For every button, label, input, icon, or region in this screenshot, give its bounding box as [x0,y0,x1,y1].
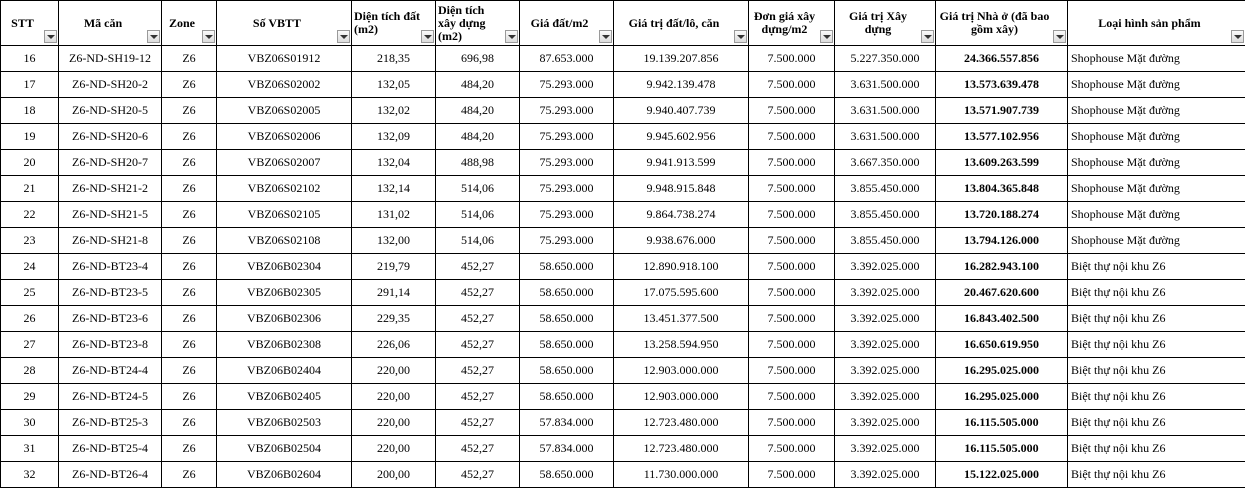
cell-so-vbtt[interactable]: VBZ06B02308 [217,332,352,358]
cell-gia-tri-dat[interactable]: 9.938.676.000 [614,228,749,254]
cell-ma-can[interactable]: Z6-ND-BT23-6 [59,306,162,332]
header-label: STT [1,17,58,30]
cell-don-gia-xay-dung[interactable]: 7.500.000 [749,72,835,98]
header-label: Giá trị đất/lô, căn [614,17,748,30]
cell-dien-tich-xay-dung[interactable]: 514,06 [436,202,520,228]
cell-zone[interactable]: Z6 [162,384,217,410]
cell-gia-tri-nha-o[interactable]: 13.804.365.848 [936,176,1068,202]
cell-dien-tich-xay-dung[interactable]: 452,27 [436,254,520,280]
cell-stt[interactable]: 21 [1,176,59,202]
table-row [1,306,1245,332]
cell-stt[interactable]: 28 [1,358,59,384]
cell-dien-tich-xay-dung[interactable]: 696,98 [436,46,520,72]
header-label: Diện tích xây dựng (m2) [436,4,519,43]
cell-don-gia-xay-dung[interactable]: 7.500.000 [749,358,835,384]
cell-don-gia-xay-dung[interactable]: 7.500.000 [749,176,835,202]
cell-gia-dat-m2[interactable]: 58.650.000 [520,384,614,410]
filter-dropdown-icon[interactable] [202,30,215,43]
cell-loai-hinh-san-pham[interactable]: Shophouse Mặt đường [1068,228,1245,254]
cell-dien-tich-xay-dung[interactable]: 452,27 [436,332,520,358]
cell-gia-tri-nha-o[interactable]: 13.573.639.478 [936,72,1068,98]
cell-zone[interactable]: Z6 [162,150,217,176]
cell-gia-tri-nha-o[interactable]: 13.720.188.274 [936,202,1068,228]
filter-dropdown-icon[interactable] [505,30,518,43]
cell-gia-dat-m2[interactable]: 58.650.000 [520,462,614,488]
cell-so-vbtt[interactable]: VBZ06B02604 [217,462,352,488]
cell-ma-can[interactable]: Z6-ND-SH20-7 [59,150,162,176]
cell-dien-tich-xay-dung[interactable]: 484,20 [436,98,520,124]
header-label: Loại hình sản phẩm [1068,17,1245,30]
cell-gia-dat-m2[interactable]: 57.834.000 [520,436,614,462]
cell-gia-tri-xay-dung[interactable]: 3.855.450.000 [835,202,936,228]
cell-don-gia-xay-dung[interactable]: 7.500.000 [749,46,835,72]
cell-zone[interactable]: Z6 [162,254,217,280]
cell-zone[interactable]: Z6 [162,124,217,150]
cell-ma-can[interactable]: Z6-ND-BT25-3 [59,410,162,436]
cell-dien-tich-dat[interactable]: 132,05 [352,72,436,98]
cell-dien-tich-dat[interactable]: 219,79 [352,254,436,280]
filter-dropdown-icon[interactable] [599,30,612,43]
cell-gia-dat-m2[interactable]: 75.293.000 [520,72,614,98]
cell-gia-tri-nha-o[interactable]: 13.609.263.599 [936,150,1068,176]
cell-zone[interactable]: Z6 [162,202,217,228]
table-row [1,98,1245,124]
filter-dropdown-icon[interactable] [921,30,934,43]
cell-zone[interactable]: Z6 [162,280,217,306]
cell-don-gia-xay-dung[interactable]: 7.500.000 [749,228,835,254]
cell-gia-dat-m2[interactable]: 87.653.000 [520,46,614,72]
cell-loai-hinh-san-pham[interactable]: Shophouse Mặt đường [1068,150,1245,176]
cell-gia-tri-xay-dung[interactable]: 3.392.025.000 [835,462,936,488]
cell-gia-dat-m2[interactable]: 58.650.000 [520,332,614,358]
cell-stt[interactable]: 18 [1,98,59,124]
cell-loai-hinh-san-pham[interactable]: Shophouse Mặt đường [1068,46,1245,72]
cell-gia-dat-m2[interactable]: 75.293.000 [520,202,614,228]
table-row [1,72,1245,98]
cell-gia-tri-dat[interactable]: 9.945.602.956 [614,124,749,150]
cell-so-vbtt[interactable]: VBZ06B02404 [217,358,352,384]
header-dien-tich-dat [352,1,436,46]
cell-gia-tri-xay-dung[interactable]: 3.631.500.000 [835,98,936,124]
cell-gia-tri-xay-dung[interactable]: 3.631.500.000 [835,72,936,98]
table-row [1,150,1245,176]
table-row [1,384,1245,410]
cell-stt[interactable]: 29 [1,384,59,410]
cell-ma-can[interactable]: Z6-ND-BT24-5 [59,384,162,410]
cell-don-gia-xay-dung[interactable]: 7.500.000 [749,462,835,488]
cell-zone[interactable]: Z6 [162,46,217,72]
cell-gia-tri-nha-o[interactable]: 13.794.126.000 [936,228,1068,254]
cell-gia-tri-dat[interactable]: 19.139.207.856 [614,46,749,72]
cell-gia-dat-m2[interactable]: 75.293.000 [520,150,614,176]
cell-dien-tich-xay-dung[interactable]: 488,98 [436,150,520,176]
header-label: Diện tích đất (m2) [352,10,435,36]
cell-gia-tri-dat[interactable]: 13.451.377.500 [614,306,749,332]
table-row [1,332,1245,358]
cell-zone[interactable]: Z6 [162,462,217,488]
cell-gia-tri-xay-dung[interactable]: 3.392.025.000 [835,254,936,280]
filter-dropdown-icon[interactable] [44,30,57,43]
cell-dien-tich-dat[interactable]: 226,06 [352,332,436,358]
cell-zone[interactable]: Z6 [162,72,217,98]
cell-zone[interactable]: Z6 [162,358,217,384]
cell-loai-hinh-san-pham[interactable]: Shophouse Mặt đường [1068,176,1245,202]
cell-so-vbtt[interactable]: VBZ06S02105 [217,202,352,228]
cell-stt[interactable]: 17 [1,72,59,98]
cell-gia-tri-dat[interactable]: 17.075.595.600 [614,280,749,306]
cell-so-vbtt[interactable]: VBZ06B02304 [217,254,352,280]
cell-dien-tich-xay-dung[interactable]: 484,20 [436,72,520,98]
cell-gia-dat-m2[interactable]: 58.650.000 [520,280,614,306]
cell-ma-can[interactable]: Z6-ND-SH19-12 [59,46,162,72]
cell-zone[interactable]: Z6 [162,410,217,436]
header-zone [162,1,217,46]
cell-dien-tich-xay-dung[interactable]: 452,27 [436,358,520,384]
cell-loai-hinh-san-pham[interactable]: Biệt thự nội khu Z6 [1068,254,1245,280]
header-so-vbtt [217,1,352,46]
cell-gia-tri-xay-dung[interactable]: 3.392.025.000 [835,332,936,358]
header-label: Giá trị Nhà ở (đã bao gồm xây) [936,10,1067,36]
header-row [1,1,1245,46]
table-row [1,436,1245,462]
cell-so-vbtt[interactable]: VBZ06S02108 [217,228,352,254]
cell-gia-tri-dat[interactable]: 12.890.918.100 [614,254,749,280]
cell-gia-tri-dat[interactable]: 12.903.000.000 [614,384,749,410]
cell-gia-tri-nha-o[interactable]: 15.122.025.000 [936,462,1068,488]
header-label: Giá đất/m2 [520,17,613,30]
cell-loai-hinh-san-pham[interactable]: Biệt thự nội khu Z6 [1068,306,1245,332]
filter-dropdown-icon[interactable] [421,30,434,43]
cell-gia-tri-xay-dung[interactable]: 3.392.025.000 [835,436,936,462]
cell-don-gia-xay-dung[interactable]: 7.500.000 [749,306,835,332]
cell-so-vbtt[interactable]: VBZ06B02405 [217,384,352,410]
cell-so-vbtt[interactable]: VBZ06S02007 [217,150,352,176]
cell-gia-tri-dat[interactable]: 9.942.139.478 [614,72,749,98]
cell-loai-hinh-san-pham[interactable]: Shophouse Mặt đường [1068,98,1245,124]
cell-gia-tri-xay-dung[interactable]: 3.667.350.000 [835,150,936,176]
header-label: Đơn giá xây dựng/m2 [749,10,834,36]
cell-gia-tri-dat[interactable]: 9.948.915.848 [614,176,749,202]
cell-gia-tri-nha-o[interactable]: 20.467.620.600 [936,280,1068,306]
cell-so-vbtt[interactable]: VBZ06B02504 [217,436,352,462]
cell-don-gia-xay-dung[interactable]: 7.500.000 [749,280,835,306]
cell-dien-tich-dat[interactable]: 220,00 [352,410,436,436]
cell-loai-hinh-san-pham[interactable]: Biệt thự nội khu Z6 [1068,436,1245,462]
cell-gia-tri-nha-o[interactable]: 16.650.619.950 [936,332,1068,358]
table-row [1,124,1245,150]
cell-dien-tich-xay-dung[interactable]: 452,27 [436,410,520,436]
filter-dropdown-icon[interactable] [734,30,747,43]
cell-ma-can[interactable]: Z6-ND-SH21-2 [59,176,162,202]
cell-ma-can[interactable]: Z6-ND-BT23-4 [59,254,162,280]
cell-don-gia-xay-dung[interactable]: 7.500.000 [749,124,835,150]
cell-stt[interactable]: 20 [1,150,59,176]
cell-ma-can[interactable]: Z6-ND-BT24-4 [59,358,162,384]
table-row [1,462,1245,488]
cell-gia-tri-nha-o[interactable]: 16.115.505.000 [936,436,1068,462]
cell-dien-tich-dat[interactable]: 220,00 [352,436,436,462]
cell-gia-tri-dat[interactable]: 9.940.407.739 [614,98,749,124]
table-row [1,280,1245,306]
cell-loai-hinh-san-pham[interactable]: Biệt thự nội khu Z6 [1068,358,1245,384]
filter-dropdown-icon[interactable] [147,30,160,43]
cell-dien-tich-xay-dung[interactable]: 514,06 [436,228,520,254]
cell-loai-hinh-san-pham[interactable]: Shophouse Mặt đường [1068,124,1245,150]
cell-gia-tri-xay-dung[interactable]: 3.631.500.000 [835,124,936,150]
cell-gia-tri-nha-o[interactable]: 16.843.402.500 [936,306,1068,332]
cell-stt[interactable]: 23 [1,228,59,254]
header-label: Mã căn [59,17,161,30]
cell-gia-dat-m2[interactable]: 57.834.000 [520,410,614,436]
cell-stt[interactable]: 16 [1,46,59,72]
cell-gia-dat-m2[interactable]: 75.293.000 [520,124,614,150]
cell-so-vbtt[interactable]: VBZ06S01912 [217,46,352,72]
cell-so-vbtt[interactable]: VBZ06S02005 [217,98,352,124]
cell-loai-hinh-san-pham[interactable]: Biệt thự nội khu Z6 [1068,332,1245,358]
cell-so-vbtt[interactable]: VBZ06B02305 [217,280,352,306]
cell-gia-tri-dat[interactable]: 11.730.000.000 [614,462,749,488]
cell-zone[interactable]: Z6 [162,306,217,332]
cell-so-vbtt[interactable]: VBZ06S02002 [217,72,352,98]
cell-zone[interactable]: Z6 [162,176,217,202]
cell-ma-can[interactable]: Z6-ND-SH21-8 [59,228,162,254]
cell-dien-tich-dat[interactable]: 132,02 [352,98,436,124]
cell-gia-tri-dat[interactable]: 13.258.594.950 [614,332,749,358]
cell-dien-tich-xay-dung[interactable]: 484,20 [436,124,520,150]
cell-ma-can[interactable]: Z6-ND-BT25-4 [59,436,162,462]
cell-gia-tri-xay-dung[interactable]: 3.855.450.000 [835,228,936,254]
cell-dien-tich-dat[interactable]: 291,14 [352,280,436,306]
cell-dien-tich-dat[interactable]: 220,00 [352,384,436,410]
cell-gia-dat-m2[interactable]: 75.293.000 [520,98,614,124]
filter-dropdown-icon[interactable] [337,30,350,43]
cell-so-vbtt[interactable]: VBZ06S02006 [217,124,352,150]
filter-dropdown-icon[interactable] [820,30,833,43]
cell-dien-tich-dat[interactable]: 132,04 [352,150,436,176]
cell-ma-can[interactable]: Z6-ND-SH20-5 [59,98,162,124]
cell-dien-tich-xay-dung[interactable]: 452,27 [436,436,520,462]
table-row [1,202,1245,228]
cell-stt[interactable]: 24 [1,254,59,280]
cell-gia-tri-dat[interactable]: 9.941.913.599 [614,150,749,176]
cell-gia-tri-xay-dung[interactable]: 3.392.025.000 [835,410,936,436]
cell-dien-tich-xay-dung[interactable]: 452,27 [436,280,520,306]
cell-so-vbtt[interactable]: VBZ06B02503 [217,410,352,436]
cell-gia-tri-nha-o[interactable]: 16.295.025.000 [936,358,1068,384]
cell-gia-tri-xay-dung[interactable]: 3.392.025.000 [835,358,936,384]
cell-dien-tich-dat[interactable]: 132,00 [352,228,436,254]
header-gia-dat-m2 [520,1,614,46]
cell-dien-tich-dat[interactable]: 132,14 [352,176,436,202]
cell-gia-tri-nha-o[interactable]: 24.366.557.856 [936,46,1068,72]
cell-loai-hinh-san-pham[interactable]: Biệt thự nội khu Z6 [1068,462,1245,488]
cell-stt[interactable]: 30 [1,410,59,436]
cell-stt[interactable]: 19 [1,124,59,150]
cell-ma-can[interactable]: Z6-ND-BT26-4 [59,462,162,488]
cell-stt[interactable]: 32 [1,462,59,488]
cell-don-gia-xay-dung[interactable]: 7.500.000 [749,254,835,280]
header-stt [1,1,59,46]
cell-don-gia-xay-dung[interactable]: 7.500.000 [749,410,835,436]
header-loai-hinh-san-pham [1068,1,1245,46]
cell-gia-tri-dat[interactable]: 12.723.480.000 [614,436,749,462]
cell-stt[interactable]: 25 [1,280,59,306]
cell-gia-tri-xay-dung[interactable]: 3.855.450.000 [835,176,936,202]
header-label: Số VBTT [217,17,351,30]
cell-gia-tri-dat[interactable]: 9.864.738.274 [614,202,749,228]
cell-gia-tri-dat[interactable]: 12.903.000.000 [614,358,749,384]
cell-gia-tri-nha-o[interactable]: 13.577.102.956 [936,124,1068,150]
cell-loai-hinh-san-pham[interactable]: Biệt thự nội khu Z6 [1068,384,1245,410]
cell-dien-tich-xay-dung[interactable]: 452,27 [436,306,520,332]
cell-ma-can[interactable]: Z6-ND-SH20-2 [59,72,162,98]
cell-don-gia-xay-dung[interactable]: 7.500.000 [749,384,835,410]
cell-zone[interactable]: Z6 [162,228,217,254]
table-body [1,46,1245,488]
cell-stt[interactable]: 26 [1,306,59,332]
cell-dien-tich-dat[interactable]: 229,35 [352,306,436,332]
header-label: Giá trị Xây dựng [835,10,935,36]
cell-gia-tri-nha-o[interactable]: 16.282.943.100 [936,254,1068,280]
cell-dien-tich-xay-dung[interactable]: 452,27 [436,462,520,488]
cell-so-vbtt[interactable]: VBZ06B02306 [217,306,352,332]
cell-dien-tich-dat[interactable]: 131,02 [352,202,436,228]
table-row [1,358,1245,384]
cell-stt[interactable]: 31 [1,436,59,462]
cell-don-gia-xay-dung[interactable]: 7.500.000 [749,98,835,124]
table-row [1,228,1245,254]
cell-stt[interactable]: 22 [1,202,59,228]
cell-don-gia-xay-dung[interactable]: 7.500.000 [749,150,835,176]
header-gia-tri-xay-dung [835,1,936,46]
cell-zone[interactable]: Z6 [162,332,217,358]
header-dien-tich-xay-dung [436,1,520,46]
cell-loai-hinh-san-pham[interactable]: Shophouse Mặt đường [1068,72,1245,98]
cell-gia-dat-m2[interactable]: 75.293.000 [520,228,614,254]
cell-don-gia-xay-dung[interactable]: 7.500.000 [749,436,835,462]
table-row [1,254,1245,280]
cell-dien-tich-dat[interactable]: 218,35 [352,46,436,72]
cell-gia-tri-xay-dung[interactable]: 5.227.350.000 [835,46,936,72]
filter-dropdown-icon[interactable] [1053,30,1066,43]
cell-gia-tri-xay-dung[interactable]: 3.392.025.000 [835,306,936,332]
header-label: Zone [162,17,216,30]
cell-gia-dat-m2[interactable]: 58.650.000 [520,358,614,384]
cell-dien-tich-xay-dung[interactable]: 514,06 [436,176,520,202]
cell-gia-dat-m2[interactable]: 75.293.000 [520,176,614,202]
table-row [1,46,1245,72]
cell-gia-dat-m2[interactable]: 58.650.000 [520,306,614,332]
cell-ma-can[interactable]: Z6-ND-SH21-5 [59,202,162,228]
cell-don-gia-xay-dung[interactable]: 7.500.000 [749,202,835,228]
cell-gia-dat-m2[interactable]: 58.650.000 [520,254,614,280]
cell-loai-hinh-san-pham[interactable]: Shophouse Mặt đường [1068,202,1245,228]
cell-loai-hinh-san-pham[interactable]: Biệt thự nội khu Z6 [1068,280,1245,306]
cell-ma-can[interactable]: Z6-ND-BT23-8 [59,332,162,358]
cell-loai-hinh-san-pham[interactable]: Biệt thự nội khu Z6 [1068,410,1245,436]
cell-ma-can[interactable]: Z6-ND-BT23-5 [59,280,162,306]
table-row [1,176,1245,202]
cell-dien-tich-dat[interactable]: 220,00 [352,358,436,384]
table-row [1,410,1245,436]
cell-gia-tri-nha-o[interactable]: 13.571.907.739 [936,98,1068,124]
cell-stt[interactable]: 27 [1,332,59,358]
header-gia-tri-dat [614,1,749,46]
cell-gia-tri-nha-o[interactable]: 16.115.505.000 [936,410,1068,436]
cell-gia-tri-nha-o[interactable]: 16.295.025.000 [936,384,1068,410]
cell-ma-can[interactable]: Z6-ND-SH20-6 [59,124,162,150]
filter-dropdown-icon[interactable] [1231,30,1244,43]
cell-gia-tri-dat[interactable]: 12.723.480.000 [614,410,749,436]
cell-gia-tri-xay-dung[interactable]: 3.392.025.000 [835,280,936,306]
header-ma-can [59,1,162,46]
cell-so-vbtt[interactable]: VBZ06S02102 [217,176,352,202]
cell-gia-tri-xay-dung[interactable]: 3.392.025.000 [835,384,936,410]
cell-dien-tich-xay-dung[interactable]: 452,27 [436,384,520,410]
cell-zone[interactable]: Z6 [162,98,217,124]
cell-don-gia-xay-dung[interactable]: 7.500.000 [749,332,835,358]
cell-zone[interactable]: Z6 [162,436,217,462]
header-gia-tri-nha-o [936,1,1068,46]
header-don-gia-xay-dung [749,1,835,46]
cell-dien-tich-dat[interactable]: 132,09 [352,124,436,150]
cell-dien-tich-dat[interactable]: 200,00 [352,462,436,488]
